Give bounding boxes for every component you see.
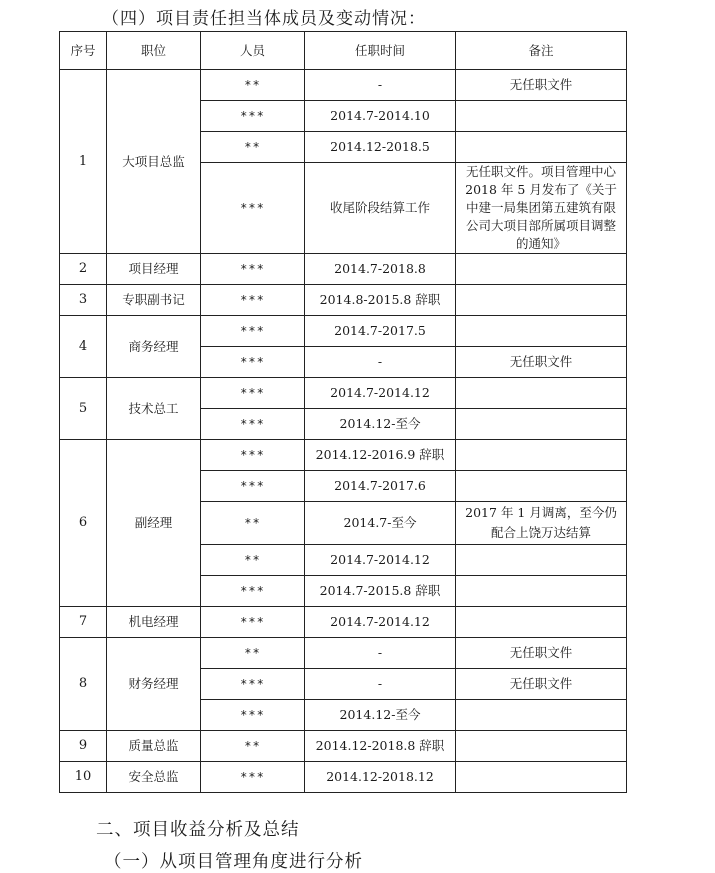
header-seq: 序号: [60, 32, 107, 70]
position-cell: 副经理: [107, 440, 201, 607]
period-cell: 2014.12-2016.9 辞职: [305, 440, 456, 471]
person-cell: ***: [201, 347, 305, 378]
note-cell: [456, 101, 627, 132]
period-cell: 2014.7-2014.10: [305, 101, 456, 132]
table-row: [60, 316, 627, 347]
person-cell: **: [201, 502, 305, 545]
table-row: [60, 254, 627, 285]
header-note: 备注: [456, 32, 627, 70]
seq-cell: 10: [60, 762, 107, 793]
seq-cell: 4: [60, 316, 107, 378]
note-cell: 无任职文件。项目管理中心 2018 年 5 月发布了《关于中建一局集团第五建筑有限公司大项目部所属项目调整的通知》: [456, 163, 627, 254]
period-cell: 2014.12-2018.5: [305, 132, 456, 163]
table-row: [60, 378, 627, 409]
seq-cell: 3: [60, 285, 107, 316]
person-cell: **: [201, 545, 305, 576]
person-cell: ***: [201, 762, 305, 793]
person-cell: ***: [201, 576, 305, 607]
note-cell: [456, 607, 627, 638]
table-row: [60, 440, 627, 471]
note-cell: [456, 440, 627, 471]
period-cell: 2014.12-2018.12: [305, 762, 456, 793]
header-position: 职位: [107, 32, 201, 70]
person-cell: **: [201, 731, 305, 762]
table-row: [60, 285, 627, 316]
seq-cell: 5: [60, 378, 107, 440]
period-cell: 2014.7-2017.6: [305, 471, 456, 502]
position-cell: 商务经理: [107, 316, 201, 378]
person-cell: ***: [201, 254, 305, 285]
note-cell: [456, 731, 627, 762]
note-cell: [456, 378, 627, 409]
person-cell: ***: [201, 700, 305, 731]
person-cell: ***: [201, 669, 305, 700]
period-cell: 收尾阶段结算工作: [305, 163, 456, 254]
period-cell: 2014.7-2017.5: [305, 316, 456, 347]
person-cell: **: [201, 70, 305, 101]
period-cell: 2014.7-2014.12: [305, 607, 456, 638]
person-cell: ***: [201, 163, 305, 254]
table-row: [60, 607, 627, 638]
note-cell: 2017 年 1 月调离，至今仍配合上饶万达结算: [456, 502, 627, 545]
table-header-row: [60, 32, 627, 70]
note-cell: 无任职文件: [456, 347, 627, 378]
person-cell: **: [201, 638, 305, 669]
period-cell: -: [305, 347, 456, 378]
period-cell: 2014.7-2018.8: [305, 254, 456, 285]
period-cell: 2014.7-2014.12: [305, 545, 456, 576]
period-cell: -: [305, 70, 456, 101]
period-cell: -: [305, 669, 456, 700]
period-cell: -: [305, 638, 456, 669]
table-row: [60, 731, 627, 762]
seq-cell: 9: [60, 731, 107, 762]
position-cell: 项目经理: [107, 254, 201, 285]
position-cell: 质量总监: [107, 731, 201, 762]
person-cell: ***: [201, 409, 305, 440]
period-cell: 2014.12-2018.8 辞职: [305, 731, 456, 762]
period-cell: 2014.7-2015.8 辞职: [305, 576, 456, 607]
staff-table: [59, 31, 627, 793]
note-cell: 无任职文件: [456, 70, 627, 101]
seq-cell: 7: [60, 607, 107, 638]
note-cell: [456, 316, 627, 347]
person-cell: ***: [201, 285, 305, 316]
note-cell: [456, 700, 627, 731]
note-cell: [456, 576, 627, 607]
person-cell: ***: [201, 471, 305, 502]
note-cell: [456, 132, 627, 163]
section2-heading: 二、项目收益分析及总结: [96, 820, 300, 840]
table-row: [60, 70, 627, 101]
person-cell: ***: [201, 101, 305, 132]
position-cell: 机电经理: [107, 607, 201, 638]
person-cell: ***: [201, 378, 305, 409]
seq-cell: 6: [60, 440, 107, 607]
section2-subheading: （一）从项目管理角度进行分析: [104, 852, 363, 872]
person-cell: **: [201, 132, 305, 163]
table-row: [60, 638, 627, 669]
position-cell: 专职副书记: [107, 285, 201, 316]
header-period: 任职时间: [305, 32, 456, 70]
section-heading: （四）项目责任担当体成员及变动情况：: [102, 9, 426, 29]
position-cell: 安全总监: [107, 762, 201, 793]
note-cell: [456, 285, 627, 316]
position-cell: 大项目总监: [107, 70, 201, 254]
person-cell: ***: [201, 316, 305, 347]
seq-cell: 2: [60, 254, 107, 285]
person-cell: ***: [201, 440, 305, 471]
position-cell: 技术总工: [107, 378, 201, 440]
note-cell: [456, 545, 627, 576]
seq-cell: 8: [60, 638, 107, 731]
note-cell: [456, 409, 627, 440]
period-cell: 2014.8-2015.8 辞职: [305, 285, 456, 316]
header-person: 人员: [201, 32, 305, 70]
seq-cell: 1: [60, 70, 107, 254]
table-row: [60, 762, 627, 793]
note-cell: 无任职文件: [456, 669, 627, 700]
note-cell: 无任职文件: [456, 638, 627, 669]
period-cell: 2014.7-至今: [305, 502, 456, 545]
note-cell: [456, 254, 627, 285]
person-cell: ***: [201, 607, 305, 638]
note-cell: [456, 471, 627, 502]
period-cell: 2014.12-至今: [305, 700, 456, 731]
period-cell: 2014.7-2014.12: [305, 378, 456, 409]
position-cell: 财务经理: [107, 638, 201, 731]
period-cell: 2014.12-至今: [305, 409, 456, 440]
note-cell: [456, 762, 627, 793]
